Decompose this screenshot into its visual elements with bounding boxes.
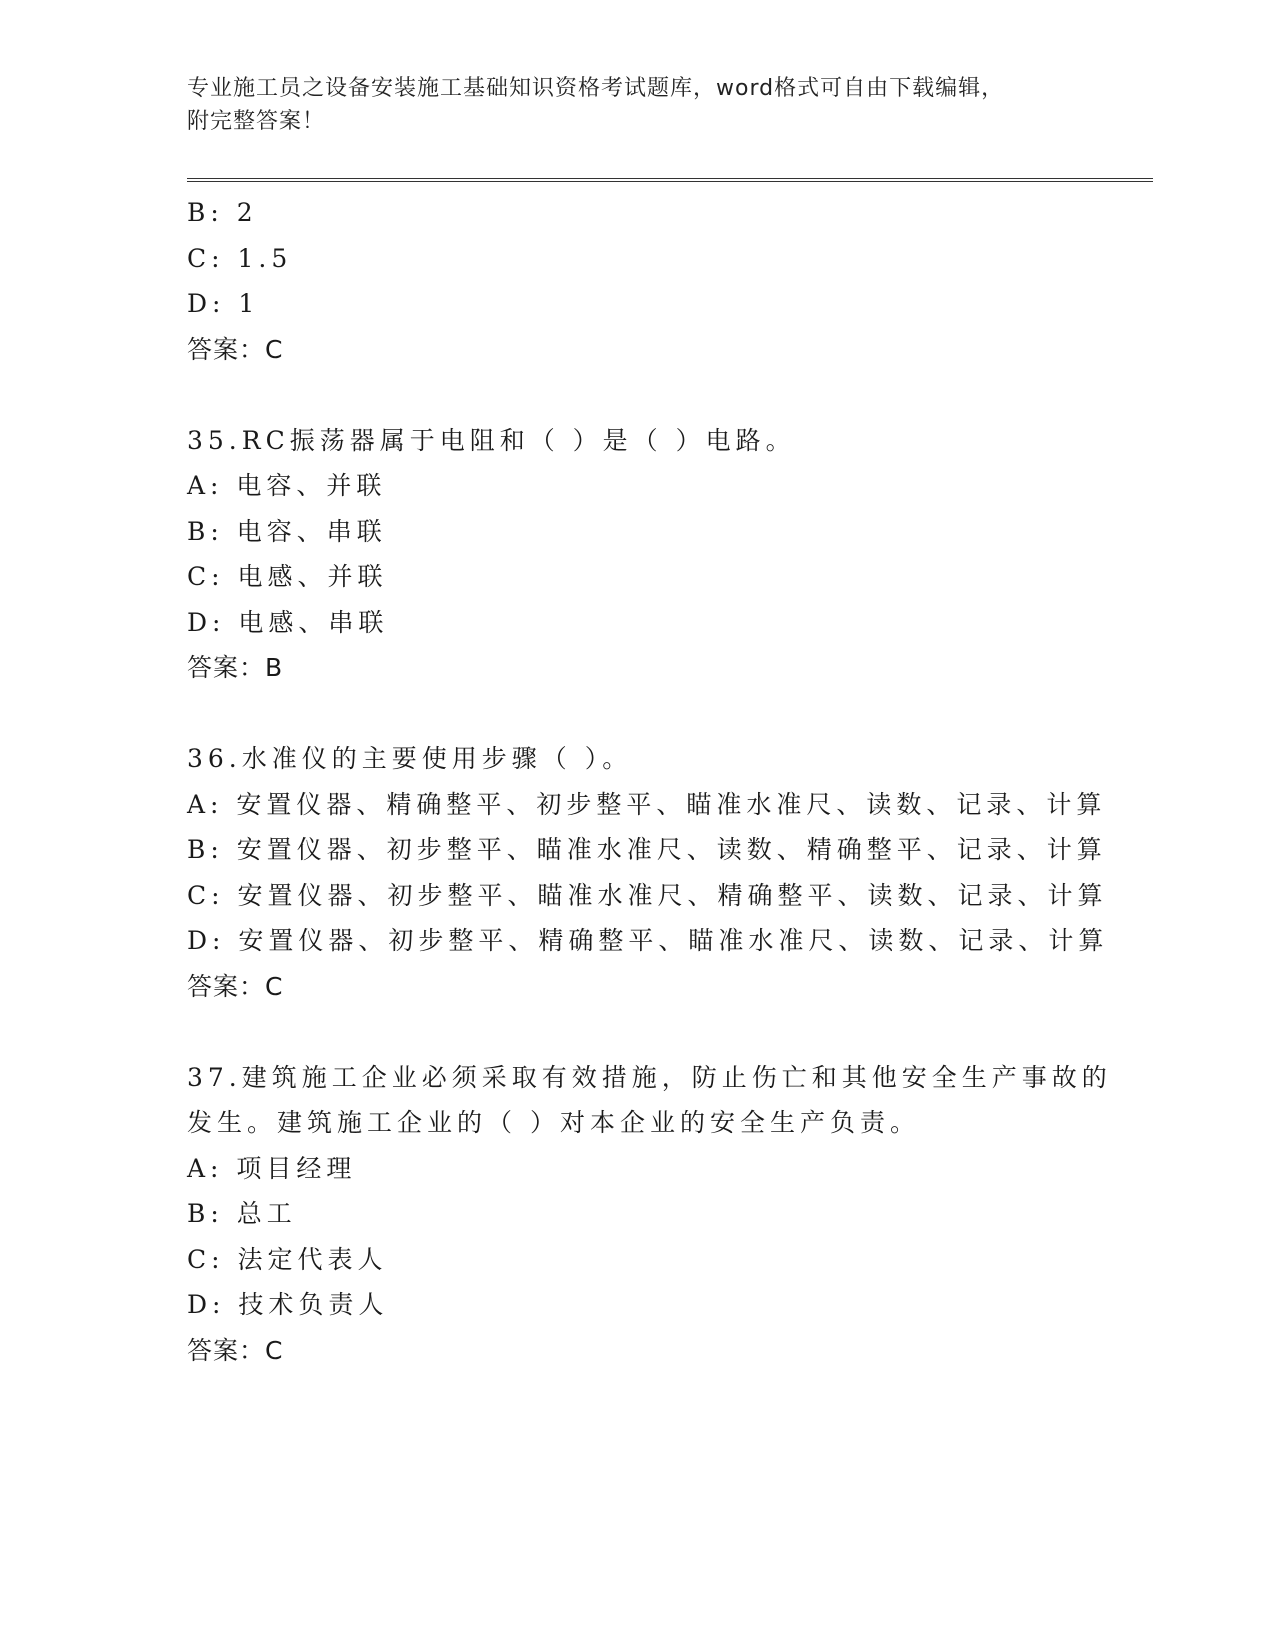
- option: D: 技术负责人: [187, 1290, 389, 1319]
- option: C: 电感、并联: [187, 562, 388, 591]
- option: C: 安置仪器、初步整平、瞄准水准尺、精确整平、读数、记录、计算: [187, 880, 1108, 910]
- answer: 答案：C: [187, 971, 284, 1001]
- option: A: 项目经理: [187, 1153, 357, 1183]
- spacer: [187, 691, 1087, 737]
- document-body: [187, 190, 1112, 1373]
- document-header: [187, 72, 1087, 138]
- option: D: 安置仪器、初步整平、精确整平、瞄准水准尺、读数、记录、计算: [187, 926, 1109, 955]
- option: D: 电感、串联: [187, 607, 389, 637]
- question-35: [187, 418, 1087, 691]
- question-37: [187, 1055, 1112, 1374]
- answer: 答案：C: [187, 334, 284, 364]
- option: D: 1: [187, 289, 260, 318]
- option: B: 总工: [187, 1199, 297, 1228]
- option: B: 电容、串联: [187, 516, 387, 546]
- question-fragment: [187, 190, 1087, 372]
- question-36: [187, 736, 1109, 1009]
- question-stem: 发生。建筑施工企业的（ ）对本企业的安全生产负责。: [187, 1108, 920, 1137]
- header-divider: [187, 178, 1153, 182]
- spacer: [187, 372, 1087, 418]
- question-stem: 37.建筑施工企业必须采取有效措施，防止伤亡和其他安全生产事故的: [187, 1062, 1112, 1092]
- header-line-1: 专业施工员之设备安装施工基础知识资格考试题库，word格式可自由下载编辑，: [187, 76, 1005, 101]
- spacer: [187, 1009, 1087, 1055]
- option: B: 安置仪器、初步整平、瞄准水准尺、读数、精确整平、记录、计算: [187, 835, 1107, 864]
- answer: 答案：B: [187, 653, 284, 682]
- question-stem: 35.RC振荡器属于电阻和（ ）是（ ）电路。: [187, 425, 796, 455]
- option: B: 2: [187, 198, 258, 227]
- option: C: 1.5: [187, 243, 293, 273]
- option: A: 电容、并联: [187, 471, 387, 500]
- option: C: 法定代表人: [187, 1244, 388, 1274]
- header-line-2: 附完整答案！: [187, 109, 326, 134]
- option: A: 安置仪器、精确整平、初步整平、瞄准水准尺、读数、记录、计算: [187, 789, 1107, 819]
- question-stem: 36.水准仪的主要使用步骤（ ）。: [187, 744, 633, 773]
- answer: 答案：C: [187, 1335, 284, 1365]
